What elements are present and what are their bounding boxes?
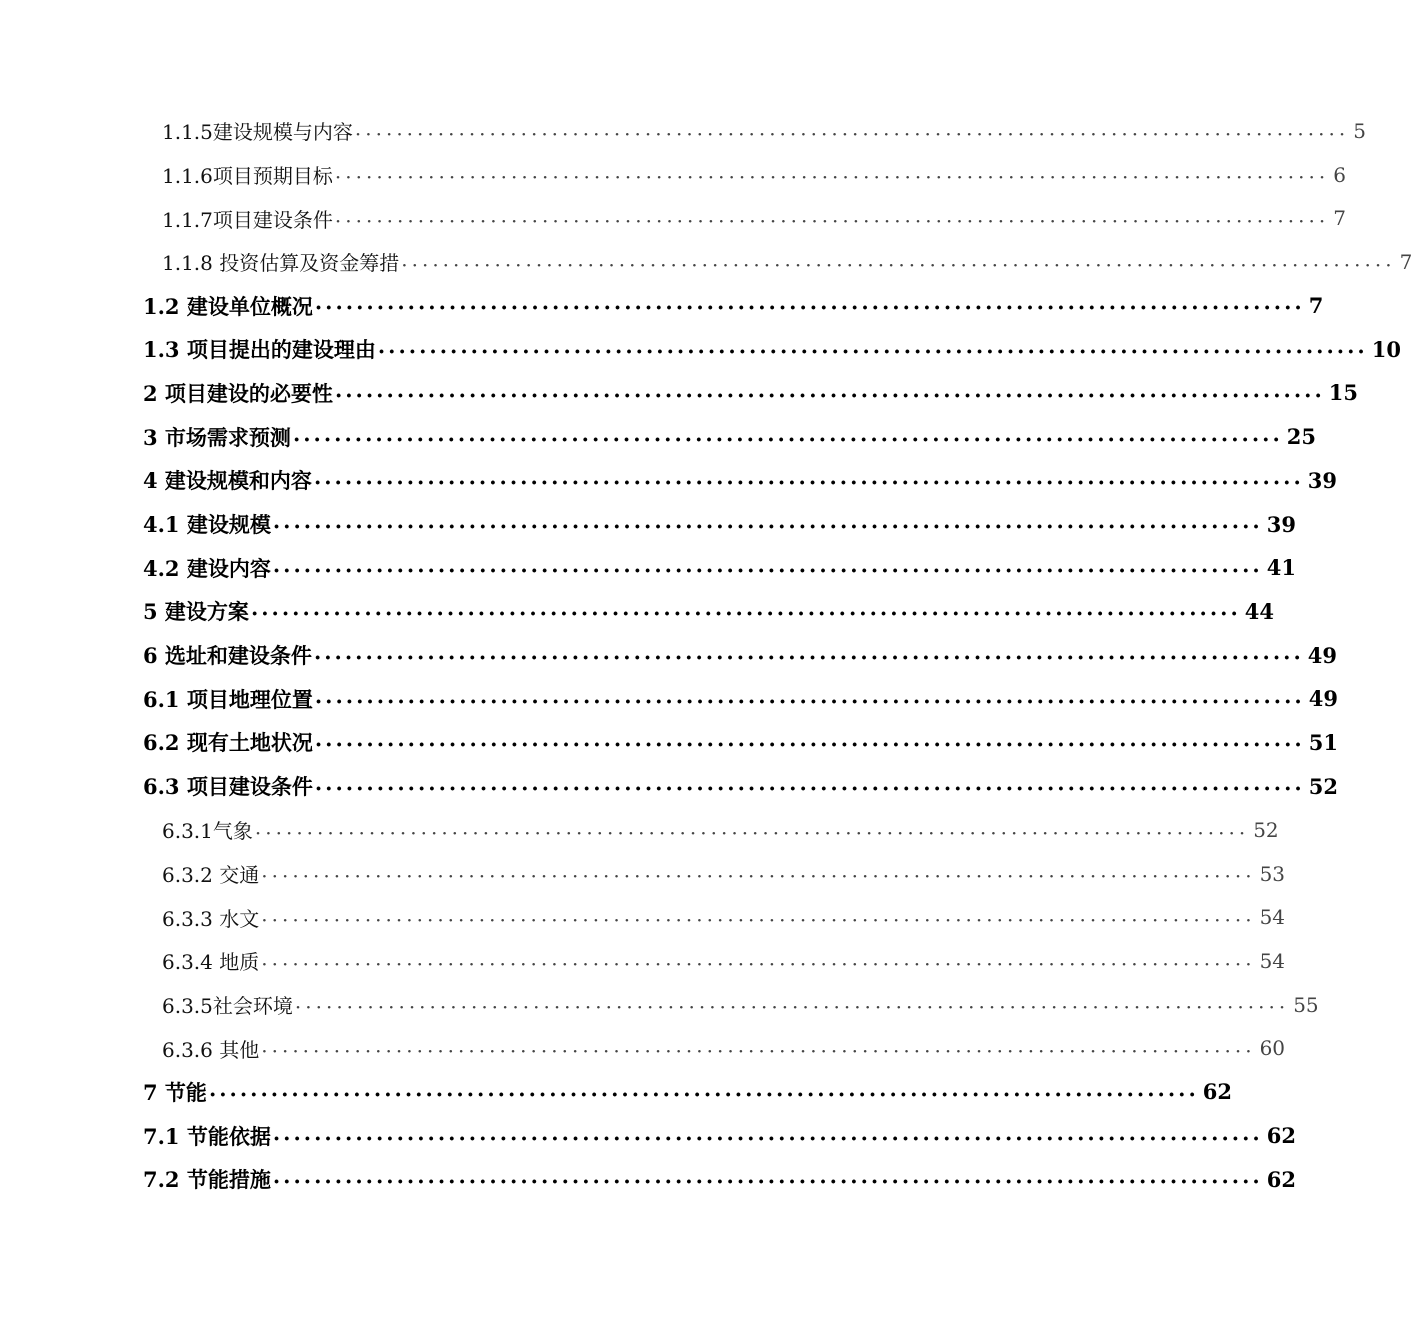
toc-entry[interactable] — [0, 1026, 1286, 1070]
toc-entry[interactable] — [0, 590, 1275, 634]
toc-dot-leader: ································································································ — [292, 426, 1283, 452]
toc-entry-page-number: 62 — [1266, 1123, 1296, 1149]
toc-entry-title: 6.3.5社会环境 — [162, 994, 293, 1019]
toc-entry[interactable] — [0, 546, 1296, 590]
toc-dot-leader: ································································································ — [208, 1081, 1199, 1107]
toc-dot-leader: ································································································ — [401, 252, 1396, 277]
toc-entry-page-number: 39 — [1307, 467, 1338, 493]
toc-entry-title: 6.2 现有土地状况 — [143, 730, 313, 756]
toc-dot-leader: ································································································ — [314, 732, 1305, 758]
toc-entry-title: 4 建设规模和内容 — [143, 468, 312, 494]
toc-entry-title: 6.3.4 地质 — [162, 950, 260, 975]
toc-dot-leader: ································································································ — [261, 908, 1256, 933]
toc-dot-leader: ································································································ — [377, 339, 1368, 365]
toc-entry-page-number: 52 — [1253, 817, 1279, 842]
toc-entry-title: 1.2 建设单位概况 — [143, 293, 313, 319]
toc-entry-title: 1.1.7项目建设条件 — [162, 207, 333, 232]
toc-entry[interactable] — [0, 327, 1401, 371]
toc-dot-leader: ································································································ — [313, 470, 1304, 496]
toc-dot-leader: ································································································ — [250, 601, 1241, 627]
toc-entry-title: 6.3.3 水文 — [162, 906, 260, 931]
toc-dot-leader: ································································································ — [272, 513, 1263, 539]
toc-entry-page-number: 6 — [1333, 162, 1346, 187]
toc-entry-title: 6.3.2 交通 — [162, 863, 260, 888]
toc-entry-title: 4.1 建设规模 — [143, 512, 271, 538]
toc-entry-page-number: 15 — [1328, 380, 1359, 406]
table-of-contents — [0, 109, 1412, 1201]
toc-dot-leader: ································································································ — [272, 1169, 1263, 1195]
toc-entry-title: 6.3.1气象 — [162, 819, 253, 844]
toc-entry[interactable] — [0, 196, 1346, 240]
toc-entry[interactable] — [0, 240, 1412, 284]
toc-dot-leader: ································································································ — [314, 688, 1305, 714]
toc-entry[interactable] — [0, 852, 1286, 896]
toc-entry-page-number: 44 — [1244, 598, 1275, 624]
toc-entry-page-number: 60 — [1259, 1036, 1286, 1061]
toc-dot-leader: ································································································ — [261, 1039, 1256, 1064]
toc-dot-leader: ································································································ — [272, 557, 1263, 583]
toc-entry-title: 3 市场需求预测 — [143, 424, 291, 450]
toc-entry-page-number: 62 — [1266, 1166, 1296, 1192]
toc-entry-title: 2 项目建设的必要性 — [143, 380, 333, 406]
toc-entry[interactable] — [0, 1114, 1296, 1158]
toc-entry-page-number: 49 — [1307, 642, 1338, 668]
toc-entry[interactable] — [0, 895, 1286, 939]
toc-dot-leader: ································································································ — [334, 382, 1325, 408]
toc-entry-title: 5 建设方案 — [143, 599, 249, 625]
toc-entry-page-number: 25 — [1286, 424, 1317, 450]
toc-entry[interactable] — [0, 1158, 1296, 1202]
toc-entry-page-number: 7 — [1399, 249, 1412, 274]
toc-dot-leader: ································································································ — [354, 121, 1350, 146]
toc-entry-page-number: 54 — [1259, 905, 1286, 930]
toc-dot-leader: ································································································ — [254, 820, 1250, 845]
toc-entry[interactable] — [0, 808, 1279, 852]
toc-entry-title: 1.1.5建设规模与内容 — [162, 120, 353, 145]
toc-entry-page-number: 55 — [1293, 992, 1319, 1017]
toc-entry-page-number: 39 — [1266, 511, 1296, 537]
toc-entry[interactable] — [0, 459, 1338, 503]
toc-dot-leader: ································································································ — [313, 644, 1304, 670]
toc-dot-leader: ································································································ — [272, 1125, 1263, 1151]
toc-entry-title: 6.3 项目建设条件 — [143, 774, 313, 800]
toc-entry[interactable] — [0, 502, 1296, 546]
toc-entry-title: 1.3 项目提出的建设理由 — [143, 337, 376, 363]
toc-entry-title: 1.1.6项目预期目标 — [162, 164, 333, 189]
toc-entry-page-number: 51 — [1308, 729, 1338, 755]
toc-entry-title: 6 选址和建设条件 — [143, 643, 312, 669]
toc-entry[interactable] — [0, 1070, 1233, 1114]
toc-dot-leader: ································································································ — [261, 951, 1256, 976]
toc-entry-page-number: 10 — [1371, 336, 1401, 362]
toc-entry[interactable] — [0, 677, 1338, 721]
toc-entry[interactable] — [0, 721, 1338, 765]
toc-entry[interactable] — [0, 983, 1319, 1027]
toc-entry[interactable] — [0, 109, 1366, 153]
toc-dot-leader: ································································································ — [314, 776, 1305, 801]
toc-entry-page-number: 49 — [1308, 686, 1338, 712]
toc-entry-title: 6.1 项目地理位置 — [143, 686, 313, 712]
toc-entry[interactable] — [0, 415, 1317, 459]
toc-entry-page-number: 41 — [1266, 555, 1296, 581]
toc-dot-leader: ································································································ — [261, 864, 1256, 889]
toc-entry-title: 1.1.8 投资估算及资金筹措 — [162, 251, 400, 276]
toc-entry[interactable] — [0, 284, 1324, 328]
toc-entry-page-number: 7 — [1308, 293, 1324, 319]
toc-entry-title: 7.2 节能措施 — [143, 1167, 271, 1193]
toc-entry[interactable] — [0, 371, 1359, 415]
toc-entry-page-number: 54 — [1259, 948, 1286, 973]
toc-dot-leader: ································································································ — [294, 995, 1290, 1020]
toc-entry-page-number: 62 — [1202, 1079, 1233, 1105]
toc-entry-page-number: 7 — [1333, 206, 1346, 231]
toc-entry[interactable] — [0, 764, 1338, 808]
toc-entry[interactable] — [0, 939, 1286, 983]
toc-dot-leader: ································································································ — [314, 295, 1305, 321]
toc-entry-title: 7.1 节能依据 — [143, 1123, 271, 1149]
toc-entry[interactable] — [0, 633, 1338, 677]
toc-entry-title: 6.3.6 其他 — [162, 1037, 260, 1062]
toc-dot-leader: ································································································ — [334, 209, 1330, 234]
toc-entry-page-number: 52 — [1308, 773, 1338, 799]
toc-entry[interactable] — [0, 153, 1346, 197]
toc-dot-leader: ································································································ — [334, 165, 1330, 190]
toc-entry-page-number: 5 — [1353, 118, 1366, 143]
toc-entry-title: 7 节能 — [143, 1079, 207, 1105]
toc-entry-page-number: 53 — [1259, 861, 1286, 886]
toc-entry-title: 4.2 建设内容 — [143, 555, 271, 581]
